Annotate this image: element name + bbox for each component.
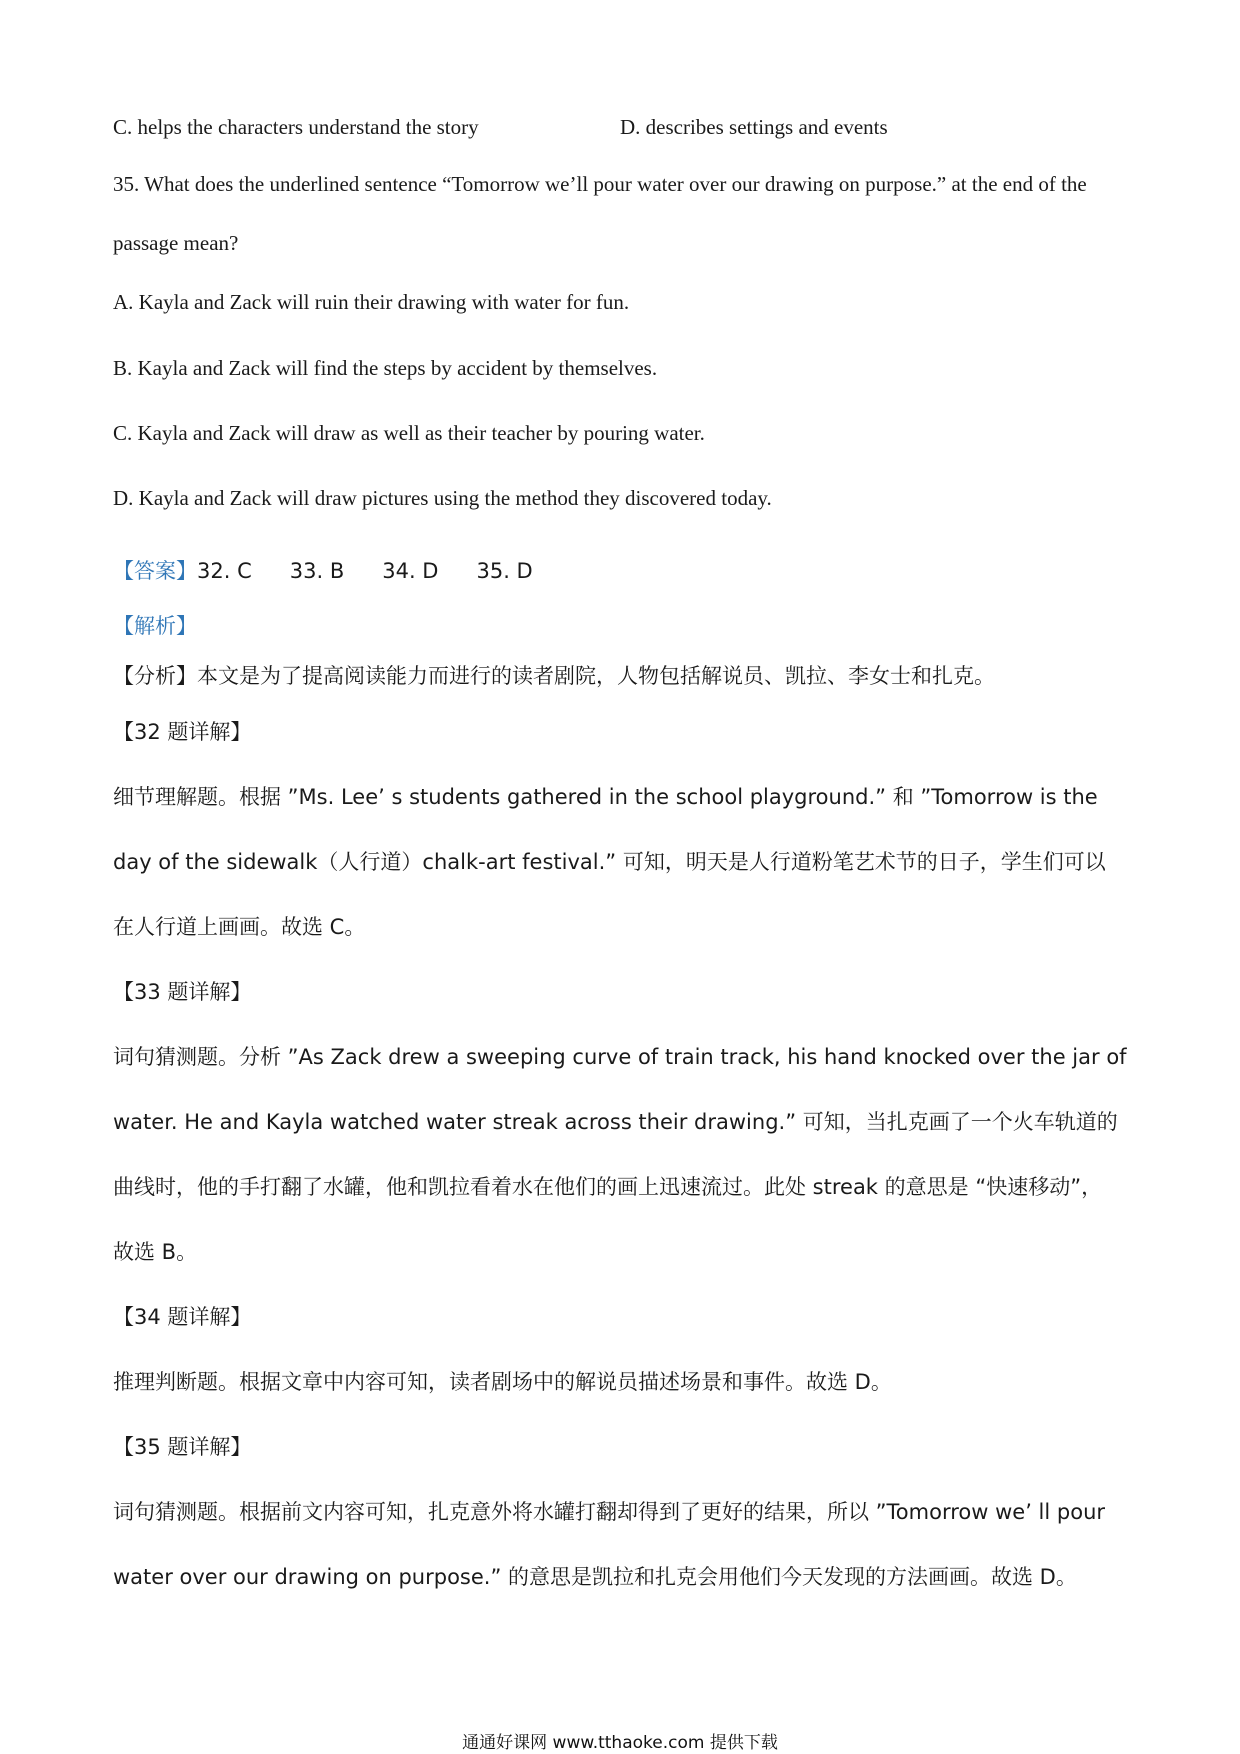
q34-option-c: C. helps the characters understand the story <box>113 115 479 139</box>
q32-line: 细节理解题。根据 ”Ms. Lee’ s students gathered in the school playground.” 和 ”Tomorrow is the <box>113 785 1098 809</box>
q35-line: 词句猜测题。根据前文内容可知，扎克意外将水罐打翻却得到了更好的结果，所以 ”Tomorrow we’ ll pour <box>113 1500 1106 1524</box>
q34-line: 推理判断题。根据文章中内容可知，读者剧场中的解说员描述场景和事件。故选 D。 <box>113 1370 892 1394</box>
analysis-label: 【解析】 <box>113 614 197 638</box>
q35-stem-line1: 35. What does the underlined sentence “Tomorrow we’ll pour water over our drawing on purpose.” at the end of the <box>113 172 1087 196</box>
q35-option-d: D. Kayla and Zack will draw pictures using the method they discovered today. <box>113 486 772 510</box>
answer-item: 34. D <box>382 559 439 583</box>
q35-option-b: B. Kayla and Zack will find the steps by accident by themselves. <box>113 356 658 380</box>
q32-heading: 【32 题详解】 <box>113 720 252 744</box>
q35-heading: 【35 题详解】 <box>113 1435 252 1459</box>
q33-heading: 【33 题详解】 <box>113 980 252 1004</box>
answer-line <box>113 555 571 585</box>
q33-line: water. He and Kayla watched water streak across their drawing.” 可知，当扎克画了一个火车轨道的 <box>113 1110 1118 1134</box>
answer-item: 33. B <box>289 559 345 583</box>
q34-heading: 【34 题详解】 <box>113 1305 252 1329</box>
q34-option-d: D. describes settings and events <box>620 115 888 139</box>
q35-option-a: A. Kayla and Zack will ruin their drawing with water for fun. <box>113 290 630 314</box>
q32-line: day of the sidewalk（人行道）chalk-art festival.” 可知，明天是人行道粉笔艺术节的日子，学生们可以 <box>113 850 1106 874</box>
q35-line: water over our drawing on purpose.” 的意思是凯拉和扎克会用他们今天发现的方法画画。故选 D。 <box>113 1565 1077 1589</box>
answer-label: 【答案】 <box>113 559 197 583</box>
answer-item: 32. C <box>197 559 252 583</box>
passage-summary: 【分析】本文是为了提高阅读能力而进行的读者剧院，人物包括解说员、凯拉、李女士和扎克。 <box>113 664 995 688</box>
q33-line: 故选 B。 <box>113 1240 198 1264</box>
q35-stem-line2: passage mean? <box>113 231 239 255</box>
page-footer: 通通好课网 www.tthaoke.com 提供下载 <box>462 1733 778 1753</box>
answer-item: 35. D <box>476 559 533 583</box>
q35-option-c: C. Kayla and Zack will draw as well as their teacher by pouring water. <box>113 421 705 445</box>
q33-line: 词句猜测题。分析 ”As Zack drew a sweeping curve of train track, his hand knocked over the jar of <box>113 1045 1127 1069</box>
q33-line: 曲线时，他的手打翻了水罐，他和凯拉看着水在他们的画上迅速流过。此处 streak 的意思是 “快速移动”， <box>113 1175 1103 1199</box>
q32-line: 在人行道上画画。故选 C。 <box>113 915 366 939</box>
